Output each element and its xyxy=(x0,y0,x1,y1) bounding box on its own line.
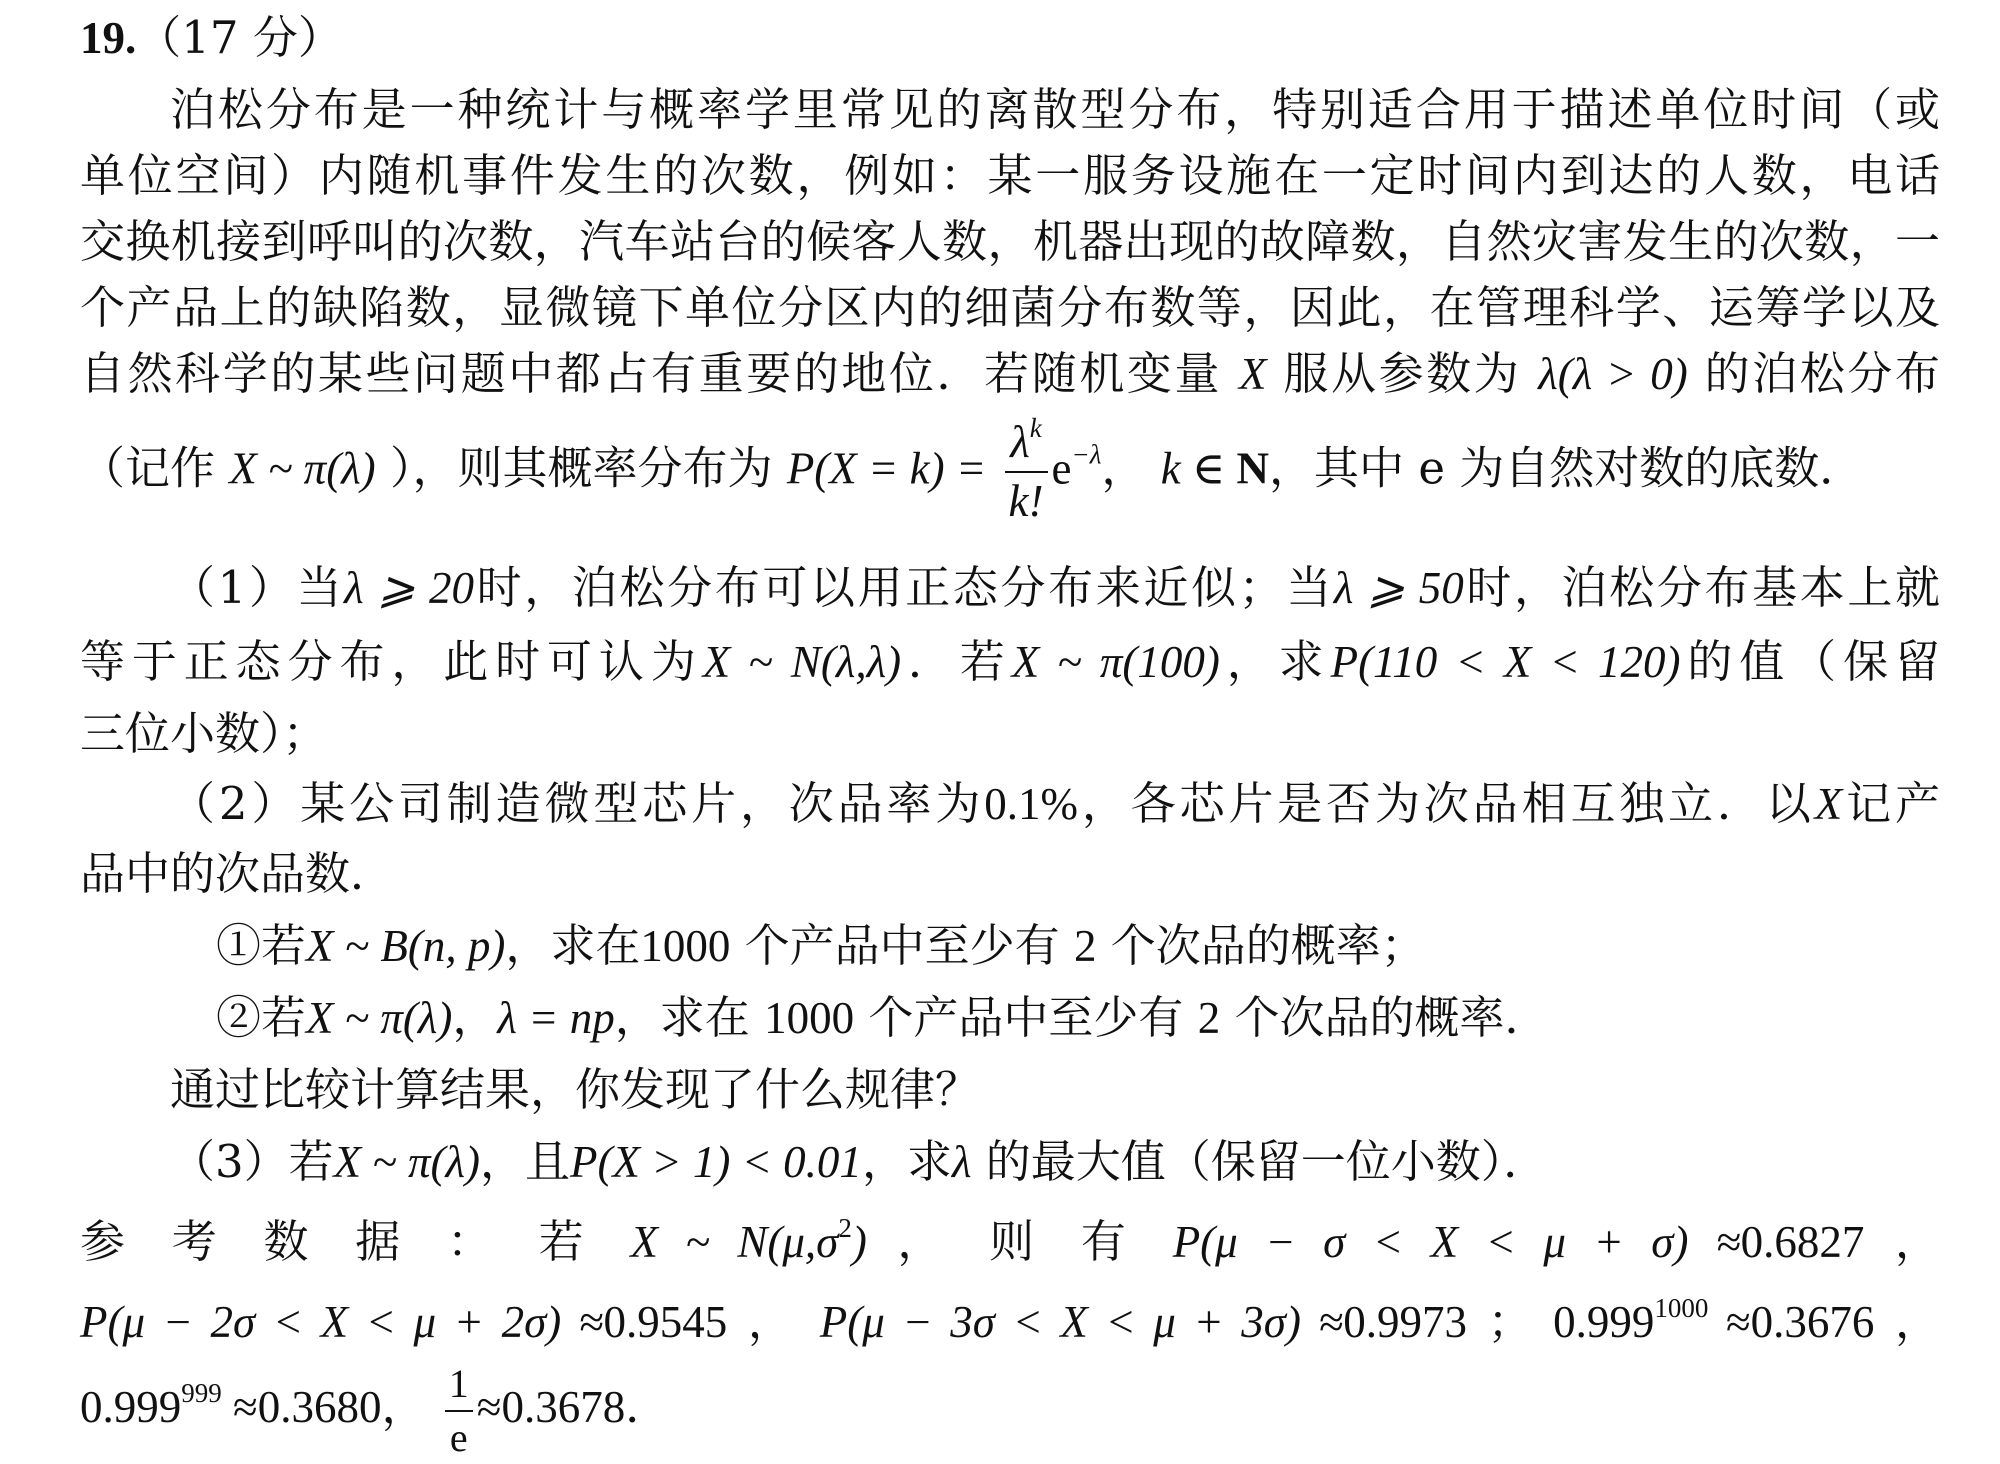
part2-line-1 xyxy=(170,772,1940,836)
naturals-symbol: N xyxy=(1236,443,1270,494)
prob-condition: P(X > 1) < 0.01 xyxy=(570,1137,862,1187)
part1-line-1 xyxy=(170,556,1940,620)
question-points: （17 分） xyxy=(136,11,343,64)
intro-text: 的泊松分布 xyxy=(1704,347,1941,400)
ref-text: 则 有 xyxy=(989,1215,1143,1268)
exponent-1000: 1000 xyxy=(1654,1292,1709,1323)
semicolon: ； xyxy=(1487,1295,1533,1348)
ref-text: 若 xyxy=(538,1215,601,1268)
part1-text: （1）当 xyxy=(170,561,345,614)
approx-sign: ≈ xyxy=(233,1382,258,1432)
lambda: λ xyxy=(951,1137,972,1187)
power-999 xyxy=(80,1377,382,1432)
comma: ， xyxy=(897,1215,959,1268)
intro-line-1: 泊松分布是一种统计与概率学里常见的离散型分布，特别适合用于描述单位时间（或 xyxy=(170,83,1940,136)
intro-text: ，其中 e 为自然对数的底数． xyxy=(1269,441,1865,495)
part1-text: 时，泊松分布可以用正态分布来近似；当 xyxy=(474,561,1334,614)
part2-sub1 xyxy=(216,914,1940,978)
count-2: 2 xyxy=(1197,993,1221,1043)
exponent-neg-lambda: −λ xyxy=(1071,439,1102,470)
question-number: 19. xyxy=(80,13,137,63)
part1-line-3: 三位小数）； xyxy=(80,707,328,760)
frac-denominator: k! xyxy=(1008,476,1044,526)
sub1-text: ，求在 xyxy=(505,919,641,972)
part2-text: ，各芯片是否为次品相互独立．以 xyxy=(1078,777,1815,830)
intro-line-5 xyxy=(80,342,1940,406)
part2-text: 记产 xyxy=(1842,777,1940,830)
poisson-notation: X ~ π(λ) xyxy=(333,1137,480,1187)
prob-range: P(110 < X < 120) xyxy=(1330,637,1681,687)
value-one-sigma: 0.6827 xyxy=(1740,1217,1865,1267)
sub1-text: ①若 xyxy=(216,919,307,972)
part1-line-2 xyxy=(80,630,1940,694)
exponent-k: k xyxy=(1029,412,1042,443)
poisson-100: X ~ π(100) xyxy=(1011,637,1220,687)
comma: ， xyxy=(1895,1295,1941,1348)
comma: ， xyxy=(747,1295,800,1348)
var-x: X xyxy=(1814,779,1843,829)
part3-line xyxy=(170,1130,1940,1194)
part2-conclusion: 通过比较计算结果，你发现了什么规律？ xyxy=(170,1063,981,1116)
part1-text: 的值（保留 xyxy=(1680,635,1940,688)
sub2-text: ②若 xyxy=(216,991,307,1044)
question-header xyxy=(80,6,1940,70)
comma: ， xyxy=(381,1380,427,1433)
pmf-fraction xyxy=(1005,412,1048,526)
part3-text: ，求 xyxy=(861,1135,952,1188)
count-2: 2 xyxy=(1073,921,1097,971)
part2-sub2 xyxy=(216,986,1940,1050)
part1-text: 等于正态分布，此时可认为 xyxy=(80,635,703,688)
sub2-text: ，求在 xyxy=(614,991,750,1044)
exponent-999: 999 xyxy=(181,1377,222,1408)
base-0999: 0.999 xyxy=(80,1382,182,1432)
prob-three-sigma: P(μ − 3σ < X < μ + 3σ) ≈ xyxy=(819,1297,1344,1347)
intro-text: 自然科学的某些问题中都占有重要的地位．若随机变量 xyxy=(80,347,1223,400)
value-two-sigma: 0.9545 xyxy=(603,1297,728,1347)
part1-text: ，求 xyxy=(1219,635,1331,688)
part2-line-2: 品中的次品数． xyxy=(80,847,396,900)
reference-line-2 xyxy=(80,1290,1940,1354)
poisson-notation: X ~ π(λ) xyxy=(229,443,376,494)
normal-approx: X ~ N(λ,λ) xyxy=(702,637,902,687)
approx-sign: ≈ xyxy=(476,1382,502,1432)
value-power-1000: 0.3676 xyxy=(1750,1297,1875,1347)
k-in-naturals: k ∈ xyxy=(1160,443,1237,494)
sub1-text: 个产品中至少有 xyxy=(744,919,1060,972)
binomial-notation: X ~ B(n, p) xyxy=(306,921,506,971)
lambda-ge-20: λ ⩾ 20 xyxy=(344,563,475,613)
reference-line-3 xyxy=(80,1362,1940,1458)
var-x: X xyxy=(1239,349,1267,399)
sub2-text: 个产品中至少有 xyxy=(868,991,1184,1044)
sub1-text: 个次品的概率； xyxy=(1110,919,1426,972)
defect-rate: 0.1% xyxy=(984,779,1078,829)
count-1000: 1000 xyxy=(640,921,731,971)
period: ． xyxy=(625,1380,671,1433)
paren-close: ) xyxy=(851,1217,867,1267)
reference-line-1 xyxy=(80,1210,1940,1274)
frac-numerator: λ xyxy=(1010,417,1030,467)
frac-denominator: e xyxy=(449,1414,468,1460)
lambda-condition: λ(λ > 0) xyxy=(1538,349,1688,399)
base-0999: 0.999 xyxy=(1553,1297,1655,1347)
count-1000: 1000 xyxy=(764,993,855,1043)
prob-one-sigma: P(μ − σ < X < μ + σ) ≈ xyxy=(1172,1217,1741,1267)
value-power-999: 0.3680 xyxy=(257,1382,382,1432)
reference-label: 参 考 数 据 ： xyxy=(80,1215,509,1268)
intro-line-4: 个产品上的缺陷数，显微镜下单位分区内的细菌分布数等，因此，在管理科学、运筹学以及 xyxy=(80,281,1940,334)
part3-text: （3）若 xyxy=(170,1135,334,1188)
sub2-text: ， xyxy=(452,991,498,1044)
sub2-text: 个次品的概率． xyxy=(1234,991,1550,1044)
approx-sign: ≈ xyxy=(1725,1297,1751,1347)
part3-text: ，且 xyxy=(479,1135,570,1188)
part1-text: 时，泊松分布基本上就 xyxy=(1463,561,1940,614)
frac-numerator: 1 xyxy=(445,1364,473,1412)
reciprocal-e-fraction xyxy=(445,1360,473,1460)
lambda-np: λ = np xyxy=(497,993,615,1043)
part2-text: （2）某公司制造微型芯片，次品率为 xyxy=(170,777,985,830)
pmf-lhs: P(X = k) = xyxy=(786,443,987,494)
intro-text: ），则其概率分布为 xyxy=(389,441,773,495)
intro-line-2: 单位空间）内随机事件发生的次数，例如：某一服务设施在一定时间内到达的人数，电话 xyxy=(80,149,1940,202)
poisson-notation: X ~ π(λ) xyxy=(306,993,453,1043)
lambda-ge-50: λ ⩾ 50 xyxy=(1333,563,1464,613)
normal-musigma xyxy=(630,1212,867,1267)
part1-text: ．若 xyxy=(901,635,1012,688)
comma: ， xyxy=(1101,441,1147,495)
normal-musigma-text: X ~ N(μ,σ xyxy=(630,1217,839,1267)
intro-text: （记作 xyxy=(80,441,216,495)
prob-two-sigma: P(μ − 2σ < X < μ + 2σ) ≈ xyxy=(80,1297,604,1347)
value-reciprocal-e: 0.3678 xyxy=(501,1382,626,1432)
intro-text: 服从参数为 xyxy=(1283,347,1522,400)
intro-line-3: 交换机接到呼叫的次数，汽车站台的候客人数，机器出现的故障数，自然灾害发生的次数，一 xyxy=(80,215,1940,268)
exponent-2: 2 xyxy=(838,1212,852,1243)
part3-text: 的最大值（保留一位小数）． xyxy=(985,1135,1549,1188)
comma: ， xyxy=(1894,1215,1940,1268)
power-1000 xyxy=(1553,1292,1875,1347)
euler-e: e xyxy=(1051,443,1072,494)
poisson-formula-line xyxy=(80,412,1940,540)
value-three-sigma: 0.9973 xyxy=(1343,1297,1467,1347)
